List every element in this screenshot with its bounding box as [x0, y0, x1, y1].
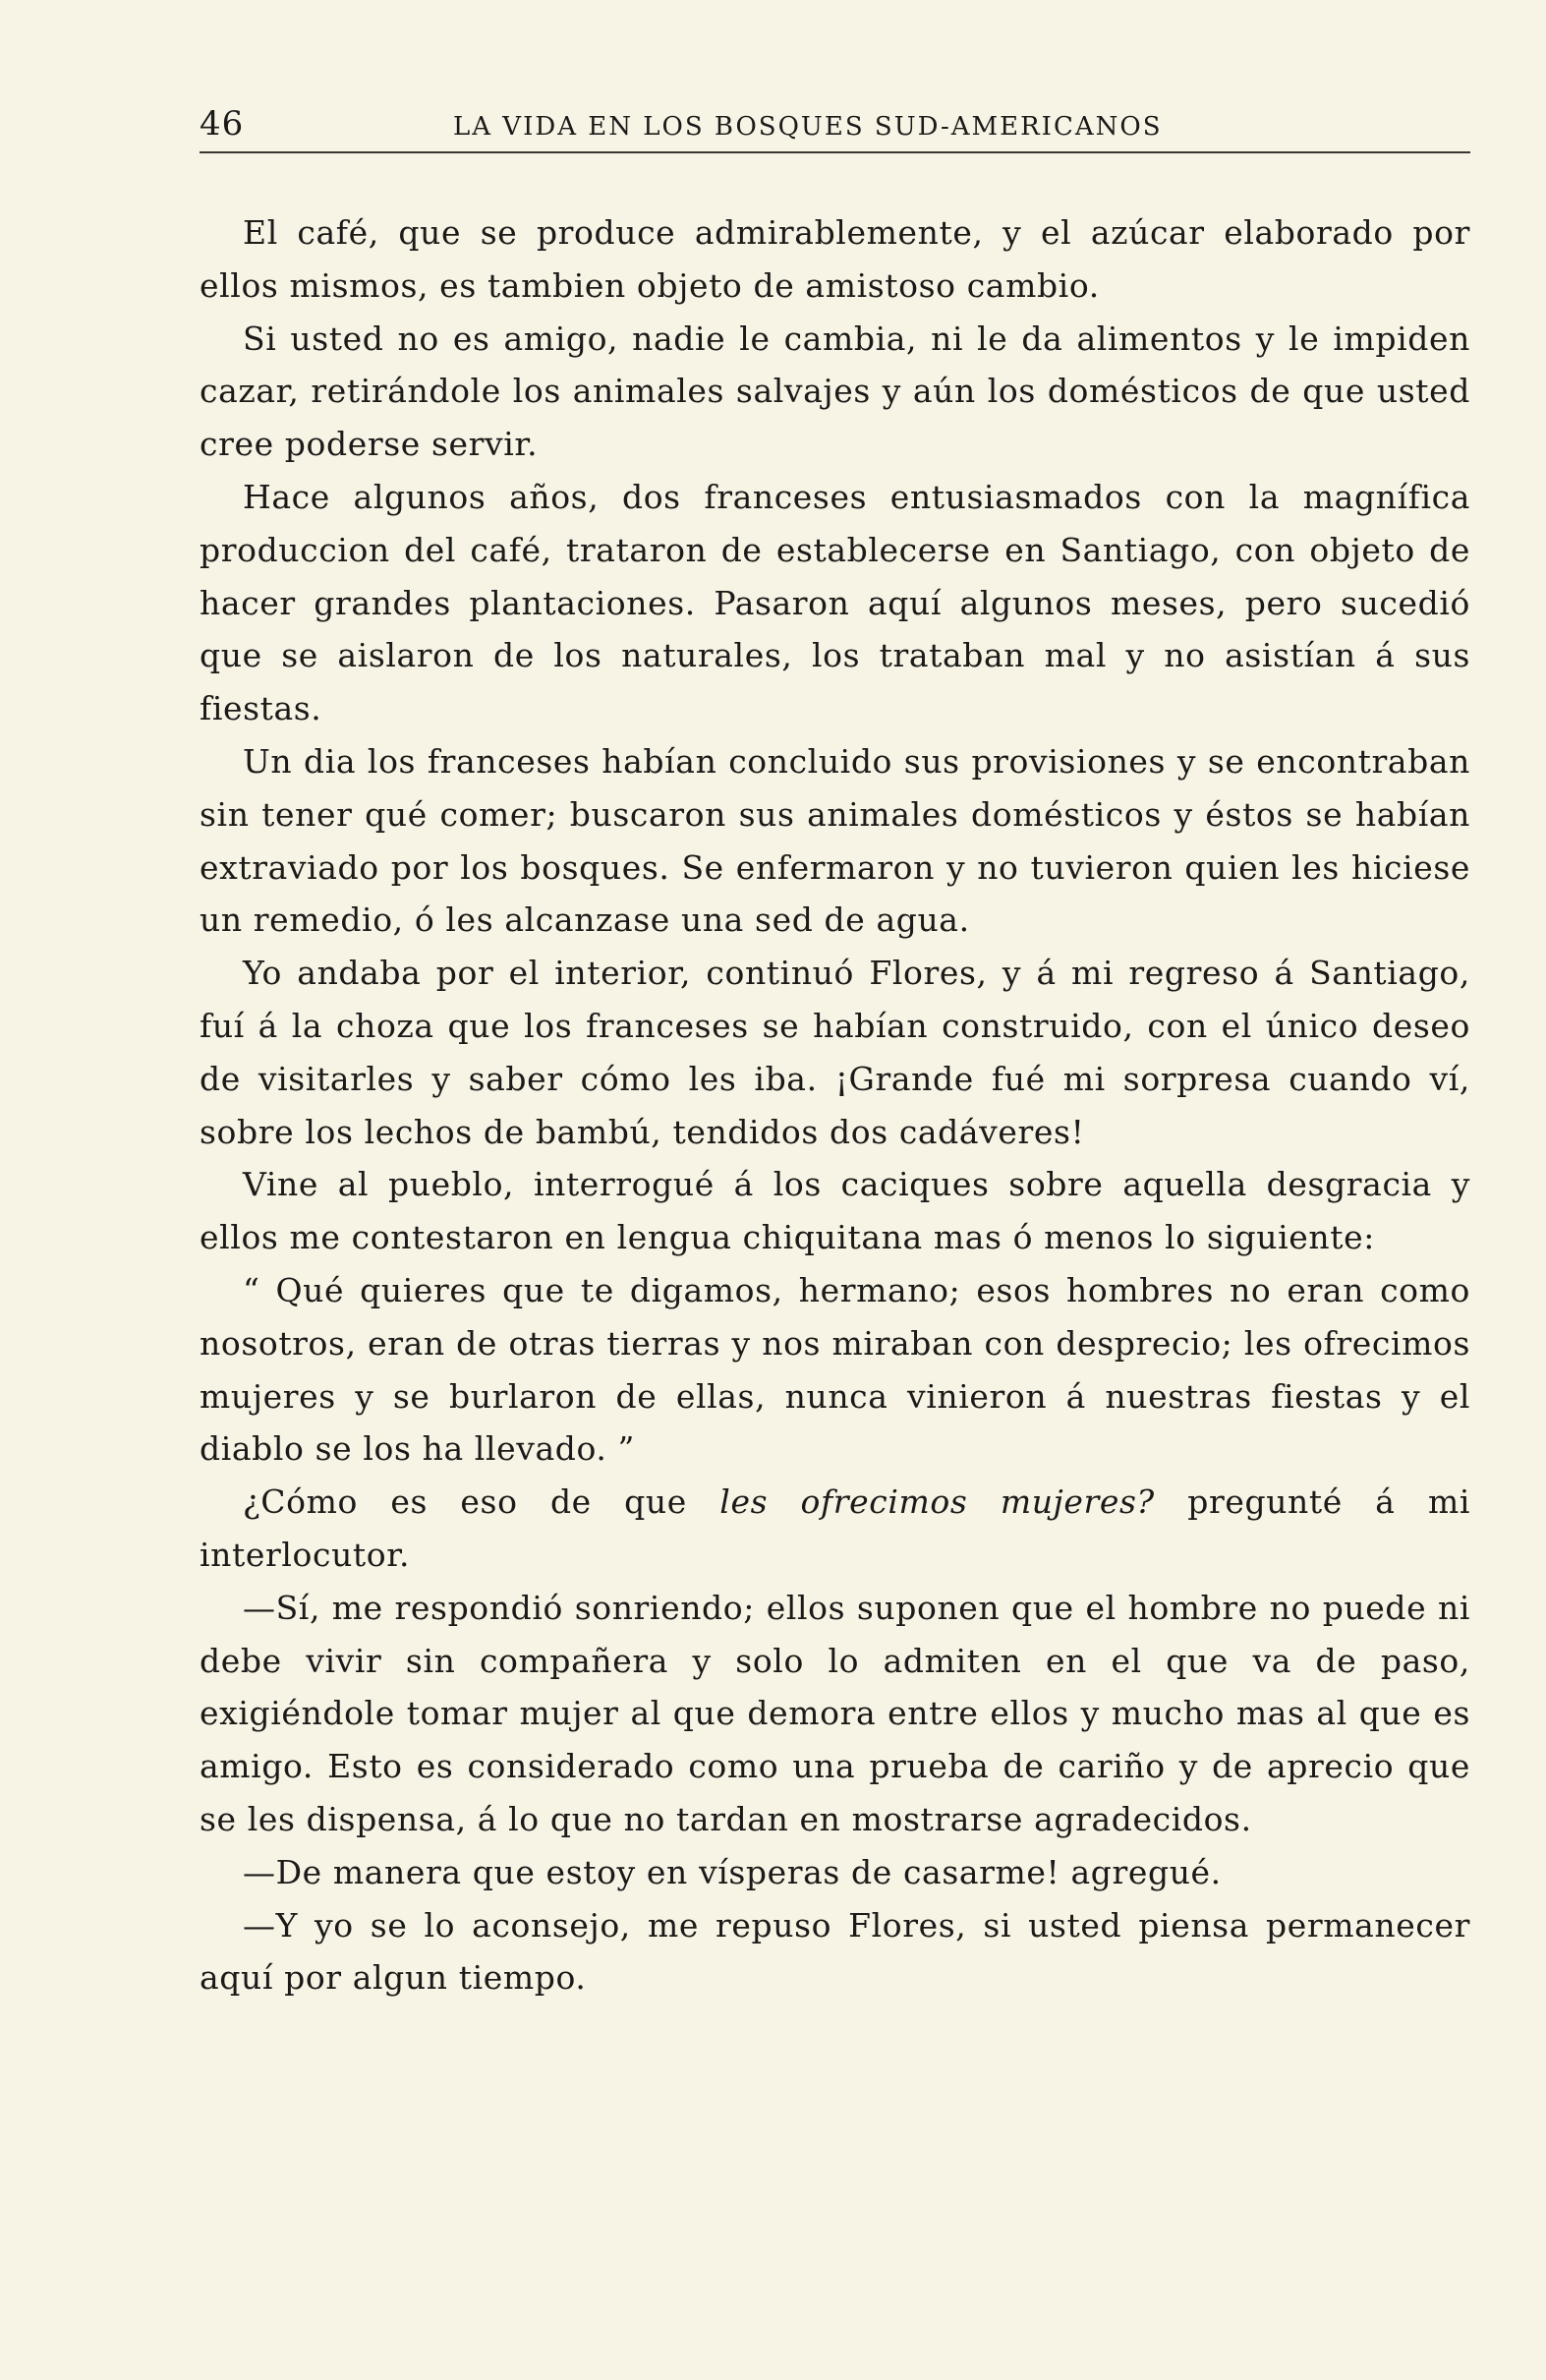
quoted-paragraph: “ Qué quieres que te digamos, hermano; esos hombres no eran como nosotros, eran de otras tierras y nos miraban con desprecio; les ofrecimos mujeres y se burlaron de ellas, nunca vinieron á nuestras fiestas y el diablo se los ha llevado. ”: [200, 1270, 1470, 1469]
paragraph: Yo andaba por el interior, continuó Flores, y á mi regreso á Santiago, fuí á la choza que los franceses se habían construido, con el único deseo de visitarles y saber cómo les iba. ¡Grande fué mi sorpresa cuando ví, sobre los lechos de bambú, tendidos dos cadáveres!: [200, 954, 1470, 1151]
running-title: LA VIDA EN LOS BOSQUES SUD-AMERICANOS: [453, 112, 1163, 142]
page-header: [200, 104, 1470, 153]
paragraph: Hace algunos años, dos franceses entusiasmados con la magnífica produccion del café, trataron de establecerse en Santiago, con objeto de hacer grandes plantaciones. Pasaron aquí algunos meses, pero sucedió que se aislaron de los naturales, los trataban mal y no asistían á sus fiestas.: [200, 477, 1470, 728]
body-text: [200, 206, 1470, 2004]
paragraph: —Sí, me respondió sonriendo; ellos suponen que el hombre no puede ni debe vivir sin compañera y solo lo admiten en el que va de paso, exigiéndole tomar mujer al que demora entre ellos y mucho mas al que es amigo. Esto es considerado como una prueba de cariño y de aprecio que se les dispensa, á lo que no tardan en mostrarse agradecidos.: [200, 1588, 1470, 1838]
paragraph: Un dia los franceses habían concluido sus provisiones y se encontraban sin tener qué comer; buscaron sus animales domésticos y éstos se habían extraviado por los bosques. Se enfermaron y no tuvieron quien les hiciese un remedio, ó les alcanzase una sed de agua.: [200, 741, 1470, 940]
paragraph: Si usted no es amigo, nadie le cambia, ni le da alimentos y le impiden cazar, retirándole los animales salvajes y aún los domésticos de que usted cree poderse servir.: [200, 319, 1470, 464]
italic-phrase: les ofrecimos mujeres?: [719, 1482, 1155, 1522]
paragraph: —De manera que estoy en vísperas de casarme! agregué.: [243, 1852, 1222, 1891]
paragraph: El café, que se produce admirablemente, y el azúcar elaborado por ellos mismos, es tambien objeto de amistoso cambio.: [200, 213, 1470, 305]
paragraph-with-italic: [200, 1476, 1470, 1582]
text-span: ¿Cómo es eso de que: [243, 1482, 720, 1522]
page-number: 46: [200, 104, 245, 144]
paragraph: —Y yo se lo aconsejo, me repuso Flores, si usted piensa permanecer aquí por algun tiempo.: [200, 1905, 1470, 1998]
text-span: pregunté á mi interlocutor.: [200, 1482, 1471, 1574]
paragraph: Vine al pueblo, interrogué á los caciques sobre aquella desgracia y ellos me contestaron en lengua chiquitana mas ó menos lo siguiente:: [200, 1165, 1470, 1257]
